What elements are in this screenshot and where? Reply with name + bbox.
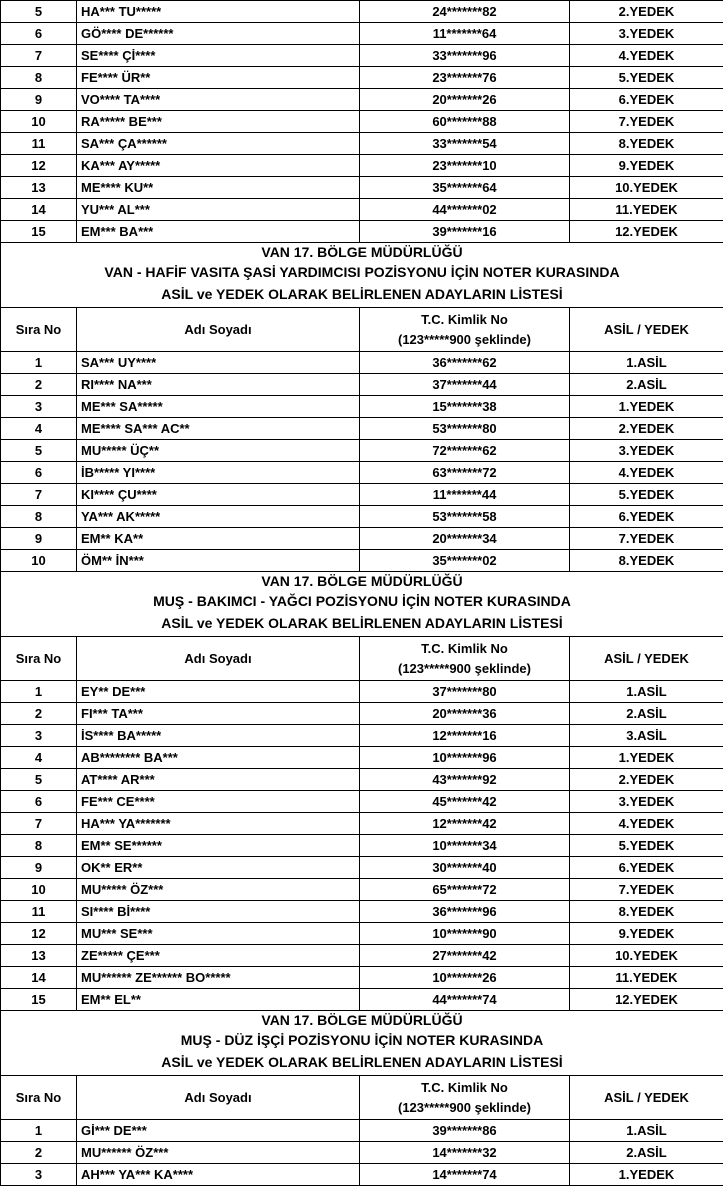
header-adi-soyadi: Adı Soyadı <box>77 1076 360 1120</box>
candidate-name: SI**** Bİ**** <box>77 901 360 923</box>
tc-kimlik-no: 36*******96 <box>360 901 570 923</box>
section-title <box>1 572 723 637</box>
candidate-name: EY** DE*** <box>77 681 360 703</box>
row-number: 3 <box>1 396 77 418</box>
section-title <box>1 1011 723 1076</box>
table-row <box>1 155 723 177</box>
tc-kimlik-no: 20*******26 <box>360 89 570 111</box>
row-number: 6 <box>1 462 77 484</box>
tc-kimlik-no: 24*******82 <box>360 1 570 23</box>
table-row <box>1 703 723 725</box>
table-row <box>1 396 723 418</box>
asil-yedek-status: 5.YEDEK <box>570 484 723 506</box>
table-row <box>1 199 723 221</box>
section-title-line: ASİL ve YEDEK OLARAK BELİRLENEN ADAYLARIN LİSTESİ <box>161 1054 563 1070</box>
candidate-name: OK** ER** <box>77 857 360 879</box>
tc-kimlik-no: 53*******80 <box>360 418 570 440</box>
asil-yedek-status: 6.YEDEK <box>570 857 723 879</box>
row-number: 1 <box>1 1120 77 1142</box>
header-tc-format-line: (123*****900 şeklinde) <box>398 1099 531 1115</box>
candidate-name: GÖ**** DE****** <box>77 23 360 45</box>
candidate-name: SE**** Çİ**** <box>77 45 360 67</box>
tc-kimlik-no: 14*******32 <box>360 1142 570 1164</box>
row-number: 3 <box>1 1164 77 1186</box>
table-row <box>1 681 723 703</box>
table-row <box>1 967 723 989</box>
asil-yedek-status: 4.YEDEK <box>570 462 723 484</box>
row-number: 5 <box>1 769 77 791</box>
asil-yedek-status: 4.YEDEK <box>570 45 723 67</box>
table-row <box>1 352 723 374</box>
table-row <box>1 901 723 923</box>
candidate-name: EM** EL** <box>77 989 360 1011</box>
table-row <box>1 550 723 572</box>
candidate-name: RI**** NA*** <box>77 374 360 396</box>
tc-kimlik-no: 23*******76 <box>360 67 570 89</box>
header-sira-no: Sıra No <box>1 637 77 681</box>
table-row <box>1 879 723 901</box>
asil-yedek-status: 2.YEDEK <box>570 418 723 440</box>
row-number: 2 <box>1 703 77 725</box>
table-row <box>1 133 723 155</box>
candidate-name: EM** SE****** <box>77 835 360 857</box>
header-sira-no: Sıra No <box>1 308 77 352</box>
row-number: 2 <box>1 374 77 396</box>
tc-kimlik-no: 53*******58 <box>360 506 570 528</box>
header-asil-yedek: ASİL / YEDEK <box>570 637 723 681</box>
candidate-name: RA***** BE*** <box>77 111 360 133</box>
row-number: 10 <box>1 550 77 572</box>
asil-yedek-status: 7.YEDEK <box>570 879 723 901</box>
candidate-name: MU****** ÖZ*** <box>77 1142 360 1164</box>
tc-kimlik-no: 33*******54 <box>360 133 570 155</box>
candidate-name: SA*** UY**** <box>77 352 360 374</box>
table-row <box>1 769 723 791</box>
row-number: 15 <box>1 221 77 243</box>
candidate-name: FE*** CE**** <box>77 791 360 813</box>
candidate-name: MU***** ÜÇ** <box>77 440 360 462</box>
tc-kimlik-no: 65*******72 <box>360 879 570 901</box>
asil-yedek-status: 11.YEDEK <box>570 967 723 989</box>
row-number: 13 <box>1 177 77 199</box>
table-row <box>1 747 723 769</box>
asil-yedek-status: 1.YEDEK <box>570 396 723 418</box>
table-row <box>1 1164 723 1186</box>
tc-kimlik-no: 12*******16 <box>360 725 570 747</box>
tc-kimlik-no: 72*******62 <box>360 440 570 462</box>
section-title-line: VAN 17. BÖLGE MÜDÜRLÜĞÜ <box>261 1012 463 1028</box>
tc-kimlik-no: 27*******42 <box>360 945 570 967</box>
table-row <box>1 440 723 462</box>
row-number: 12 <box>1 155 77 177</box>
row-number: 14 <box>1 967 77 989</box>
table-row <box>1 857 723 879</box>
section-title-line: ASİL ve YEDEK OLARAK BELİRLENEN ADAYLARIN LİSTESİ <box>161 286 563 302</box>
tc-kimlik-no: 60*******88 <box>360 111 570 133</box>
table-row <box>1 221 723 243</box>
column-header-row <box>1 1076 723 1120</box>
candidate-name: EM** KA** <box>77 528 360 550</box>
table-row <box>1 418 723 440</box>
section-title-line: MUŞ - DÜZ İŞÇİ POZİSYONU İÇİN NOTER KURASINDA <box>180 1032 544 1048</box>
section-title-line: VAN - HAFİF VASITA ŞASİ YARDIMCISI POZİSYONU İÇİN NOTER KURASINDA <box>104 264 620 280</box>
section-title-row <box>1 243 723 308</box>
row-number: 4 <box>1 418 77 440</box>
asil-yedek-status: 2.ASİL <box>570 703 723 725</box>
tc-kimlik-no: 63*******72 <box>360 462 570 484</box>
candidate-name: EM*** BA*** <box>77 221 360 243</box>
asil-yedek-status: 9.YEDEK <box>570 155 723 177</box>
tc-kimlik-no: 11*******64 <box>360 23 570 45</box>
asil-yedek-status: 12.YEDEK <box>570 989 723 1011</box>
asil-yedek-status: 5.YEDEK <box>570 835 723 857</box>
row-number: 9 <box>1 528 77 550</box>
table-row <box>1 506 723 528</box>
table-row <box>1 484 723 506</box>
asil-yedek-status: 2.ASİL <box>570 374 723 396</box>
candidate-name: FE**** ÜR** <box>77 67 360 89</box>
candidate-name: İS**** BA***** <box>77 725 360 747</box>
row-number: 9 <box>1 89 77 111</box>
candidate-name: MU***** ÖZ*** <box>77 879 360 901</box>
asil-yedek-status: 2.YEDEK <box>570 769 723 791</box>
header-tc-format-line: (123*****900 şeklinde) <box>398 660 531 676</box>
candidate-name: ÖM** İN*** <box>77 550 360 572</box>
tc-kimlik-no: 43*******92 <box>360 769 570 791</box>
header-sira-no: Sıra No <box>1 1076 77 1120</box>
row-number: 3 <box>1 725 77 747</box>
column-header-row <box>1 637 723 681</box>
tc-kimlik-no: 30*******40 <box>360 857 570 879</box>
candidate-name: ME*** SA***** <box>77 396 360 418</box>
tc-kimlik-no: 37*******80 <box>360 681 570 703</box>
table-row <box>1 945 723 967</box>
asil-yedek-status: 2.ASİL <box>570 1142 723 1164</box>
asil-yedek-status: 10.YEDEK <box>570 945 723 967</box>
asil-yedek-status: 5.YEDEK <box>570 67 723 89</box>
row-number: 8 <box>1 67 77 89</box>
asil-yedek-status: 8.YEDEK <box>570 133 723 155</box>
tc-kimlik-no: 35*******02 <box>360 550 570 572</box>
row-number: 6 <box>1 791 77 813</box>
tc-kimlik-no: 10*******90 <box>360 923 570 945</box>
asil-yedek-status: 1.ASİL <box>570 352 723 374</box>
table-row <box>1 923 723 945</box>
candidate-name: ZE***** ÇE*** <box>77 945 360 967</box>
header-adi-soyadi: Adı Soyadı <box>77 637 360 681</box>
row-number: 10 <box>1 111 77 133</box>
section-title-row <box>1 572 723 637</box>
asil-yedek-status: 3.YEDEK <box>570 791 723 813</box>
header-tc-line: T.C. Kimlik No <box>421 1079 508 1095</box>
row-number: 9 <box>1 857 77 879</box>
table-row <box>1 835 723 857</box>
asil-yedek-status: 7.YEDEK <box>570 528 723 550</box>
tc-kimlik-no: 20*******36 <box>360 703 570 725</box>
candidate-name: SA*** ÇA****** <box>77 133 360 155</box>
tc-kimlik-no: 23*******10 <box>360 155 570 177</box>
row-number: 7 <box>1 45 77 67</box>
candidate-table-body <box>1 1 723 1186</box>
column-header-row <box>1 308 723 352</box>
asil-yedek-status: 10.YEDEK <box>570 177 723 199</box>
table-row <box>1 813 723 835</box>
table-row <box>1 177 723 199</box>
candidate-name: AH*** YA*** KA**** <box>77 1164 360 1186</box>
candidate-name: YU*** AL*** <box>77 199 360 221</box>
candidate-name: AB******** BA*** <box>77 747 360 769</box>
row-number: 1 <box>1 352 77 374</box>
asil-yedek-status: 1.YEDEK <box>570 1164 723 1186</box>
table-row <box>1 1142 723 1164</box>
candidate-name: HA*** TU***** <box>77 1 360 23</box>
asil-yedek-status: 1.ASİL <box>570 681 723 703</box>
table-row <box>1 528 723 550</box>
tc-kimlik-no: 20*******34 <box>360 528 570 550</box>
tc-kimlik-no: 44*******02 <box>360 199 570 221</box>
header-tc-kimlik <box>360 1076 570 1120</box>
header-asil-yedek: ASİL / YEDEK <box>570 308 723 352</box>
table-row <box>1 23 723 45</box>
tc-kimlik-no: 36*******62 <box>360 352 570 374</box>
tc-kimlik-no: 37*******44 <box>360 374 570 396</box>
table-row <box>1 1 723 23</box>
header-tc-line: T.C. Kimlik No <box>421 640 508 656</box>
row-number: 11 <box>1 133 77 155</box>
tc-kimlik-no: 44*******74 <box>360 989 570 1011</box>
tc-kimlik-no: 10*******34 <box>360 835 570 857</box>
asil-yedek-status: 7.YEDEK <box>570 111 723 133</box>
candidate-name: VO**** TA**** <box>77 89 360 111</box>
section-title-line: MUŞ - BAKIMCI - YAĞCI POZİSYONU İÇİN NOTER KURASINDA <box>153 593 571 609</box>
table-row <box>1 1120 723 1142</box>
tc-kimlik-no: 10*******26 <box>360 967 570 989</box>
row-number: 8 <box>1 835 77 857</box>
table-row <box>1 45 723 67</box>
section-title-line: ASİL ve YEDEK OLARAK BELİRLENEN ADAYLARIN LİSTESİ <box>161 615 563 631</box>
row-number: 4 <box>1 747 77 769</box>
table-row <box>1 462 723 484</box>
row-number: 5 <box>1 1 77 23</box>
asil-yedek-status: 3.YEDEK <box>570 23 723 45</box>
table-row <box>1 374 723 396</box>
row-number: 1 <box>1 681 77 703</box>
row-number: 12 <box>1 923 77 945</box>
candidate-name: KA*** AY***** <box>77 155 360 177</box>
table-row <box>1 89 723 111</box>
candidate-name: Gİ*** DE*** <box>77 1120 360 1142</box>
row-number: 15 <box>1 989 77 1011</box>
table-row <box>1 67 723 89</box>
asil-yedek-status: 6.YEDEK <box>570 506 723 528</box>
row-number: 8 <box>1 506 77 528</box>
candidate-name: HA*** YA******* <box>77 813 360 835</box>
table-row <box>1 725 723 747</box>
header-tc-kimlik <box>360 637 570 681</box>
tc-kimlik-no: 39*******86 <box>360 1120 570 1142</box>
asil-yedek-status: 3.ASİL <box>570 725 723 747</box>
asil-yedek-status: 6.YEDEK <box>570 89 723 111</box>
candidate-name: MU****** ZE****** BO***** <box>77 967 360 989</box>
candidate-name: YA*** AK***** <box>77 506 360 528</box>
section-title-line: VAN 17. BÖLGE MÜDÜRLÜĞÜ <box>261 573 463 589</box>
asil-yedek-status: 1.YEDEK <box>570 747 723 769</box>
asil-yedek-status: 8.YEDEK <box>570 901 723 923</box>
header-tc-format-line: (123*****900 şeklinde) <box>398 331 531 347</box>
asil-yedek-status: 4.YEDEK <box>570 813 723 835</box>
candidate-name: FI*** TA*** <box>77 703 360 725</box>
tc-kimlik-no: 39*******16 <box>360 221 570 243</box>
header-tc-kimlik <box>360 308 570 352</box>
tc-kimlik-no: 33*******96 <box>360 45 570 67</box>
row-number: 2 <box>1 1142 77 1164</box>
tc-kimlik-no: 14*******74 <box>360 1164 570 1186</box>
asil-yedek-status: 1.ASİL <box>570 1120 723 1142</box>
section-title <box>1 243 723 308</box>
tc-kimlik-no: 45*******42 <box>360 791 570 813</box>
section-title-line: VAN 17. BÖLGE MÜDÜRLÜĞÜ <box>261 244 463 260</box>
candidate-name: İB***** YI**** <box>77 462 360 484</box>
tc-kimlik-no: 35*******64 <box>360 177 570 199</box>
row-number: 7 <box>1 813 77 835</box>
candidate-name: MU*** SE*** <box>77 923 360 945</box>
row-number: 11 <box>1 901 77 923</box>
asil-yedek-status: 3.YEDEK <box>570 440 723 462</box>
tc-kimlik-no: 15*******38 <box>360 396 570 418</box>
asil-yedek-status: 2.YEDEK <box>570 1 723 23</box>
tc-kimlik-no: 12*******42 <box>360 813 570 835</box>
tc-kimlik-no: 11*******44 <box>360 484 570 506</box>
row-number: 14 <box>1 199 77 221</box>
asil-yedek-status: 9.YEDEK <box>570 923 723 945</box>
table-row <box>1 791 723 813</box>
row-number: 5 <box>1 440 77 462</box>
asil-yedek-status: 12.YEDEK <box>570 221 723 243</box>
table-row <box>1 989 723 1011</box>
header-tc-line: T.C. Kimlik No <box>421 311 508 327</box>
header-adi-soyadi: Adı Soyadı <box>77 308 360 352</box>
candidate-name: AT**** AR*** <box>77 769 360 791</box>
asil-yedek-status: 11.YEDEK <box>570 199 723 221</box>
row-number: 13 <box>1 945 77 967</box>
tc-kimlik-no: 10*******96 <box>360 747 570 769</box>
row-number: 7 <box>1 484 77 506</box>
candidate-name: KI**** ÇU**** <box>77 484 360 506</box>
candidate-name: ME**** SA*** AC** <box>77 418 360 440</box>
row-number: 10 <box>1 879 77 901</box>
header-asil-yedek: ASİL / YEDEK <box>570 1076 723 1120</box>
candidate-name: ME**** KU** <box>77 177 360 199</box>
table-row <box>1 111 723 133</box>
section-title-row <box>1 1011 723 1076</box>
asil-yedek-status: 8.YEDEK <box>570 550 723 572</box>
row-number: 6 <box>1 23 77 45</box>
